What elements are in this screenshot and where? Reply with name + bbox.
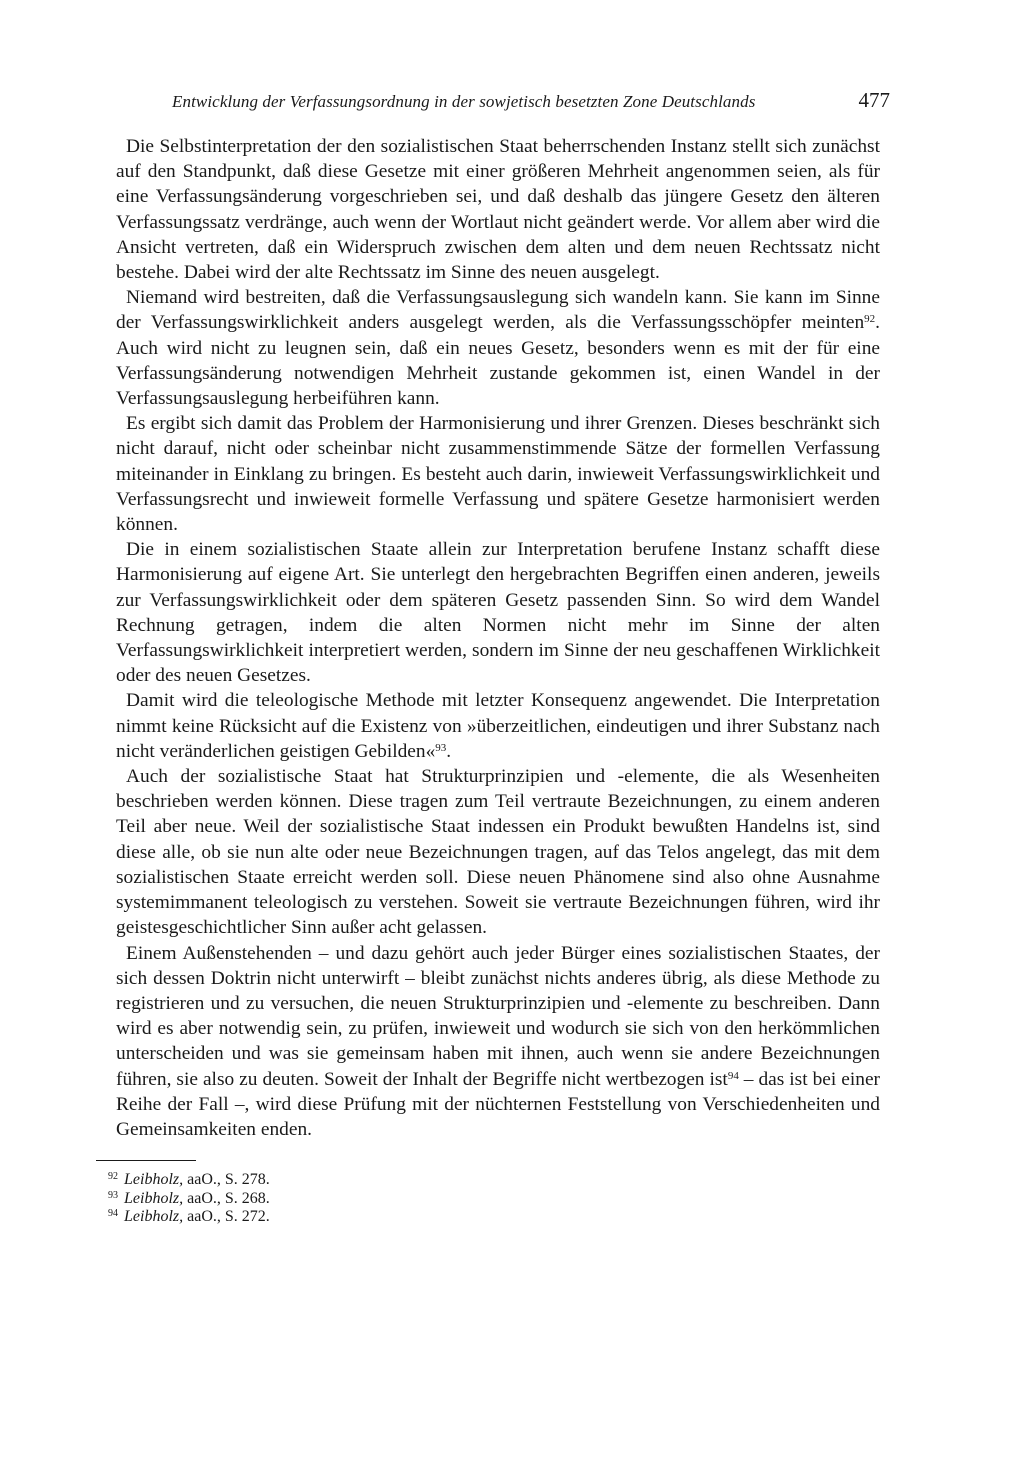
footnote-author: Leibholz, xyxy=(124,1189,184,1207)
paragraph-text: Die Selbstinterpretation der den sozialistischen Staat beherrschenden Instanz stellt sich zunächst auf den Standpunkt, daß diese Gesetze mit einer größeren Mehrheit angenommen seien, als für eine Verfassungsänderung vorgeschrieben sei, und daß deshalb das jüngere Gesetz den älteren Verfassungssatz verdränge, auch wenn der Wortlaut nicht geändert werde. Vor allem aber wird die Ansicht vertreten, daß ein Widerspruch zwischen dem alten und dem neuen Rechtssatz nicht bestehe. Dabei wird der alte Rechtssatz im Sinne des neuen ausgelegt. xyxy=(116,136,880,284)
body-text xyxy=(116,134,880,1142)
footnote-reference: 92 xyxy=(864,313,876,326)
paragraph xyxy=(116,411,880,537)
footnote-citation: aaO., S. 268. xyxy=(183,1189,270,1207)
paragraph-text: Auch der sozialistische Staat hat Strukturprinzipien und -elemente, die als Wesenheiten beschrieben werden können. Diese tragen zum Teil vertraute Bezeichnungen, zu einem anderen Teil aber neue. Weil der sozialistische Staat indessen ein Produkt bewußten Handelns ist, sind diese alle, ob sie nun alte oder neue Bezeichnungen tragen, auf das Telos angelegt, das mit dem sozialistischen Staate erreicht werden soll. Diese neuen Phänomene sind also ohne Ausnahme systemimmanent teleologisch zu verstehen. Soweit sie vertraute Bezeichnungen führen, wird ihr geistesgeschichtlicher Sinn außer acht gelassen. xyxy=(116,766,880,939)
footnote xyxy=(108,1190,880,1209)
paragraph-text: Einem Außenstehenden – und dazu gehört auch jeder Bürger eines sozialistischen Staates, der sich dessen Doktrin nicht unterwirft – bleibt zunächst nichts anderes übrig, als diese Methode zu registrieren und zu versuchen, die neuen Strukturprinzipien und -elemente zu beschreiben. Dann wird es aber notwendig sein, zu prüfen, inwieweit und wodurch sie sich von den herkömmlichen unterscheiden und was sie gemeinsam haben mit ihnen, auch wenn sie andere Bezeichnungen führen, sie also zu deuten. Soweit der Inhalt der Begriffe nicht wertbezogen ist xyxy=(116,942,880,1090)
paragraph-text: . xyxy=(446,740,452,762)
footnote-citation: aaO., S. 278. xyxy=(183,1171,270,1189)
paragraph-text: Niemand wird bestreiten, daß die Verfassungsauslegung sich wandeln kann. Sie kann im Sinne der Verfassungswirklichkeit anders ausgelegt werden, als die Verfassungsschöpfer meinten xyxy=(116,287,880,334)
footnote-citation: aaO., S. 272. xyxy=(183,1208,270,1226)
running-title: Entwicklung der Verfassungsordnung in der sowjetisch besetzten Zone Deutschlands xyxy=(172,92,756,111)
page xyxy=(108,88,890,1227)
footnote-reference: 93 xyxy=(435,741,447,754)
footnote-number: 92 xyxy=(108,1171,118,1183)
paragraph xyxy=(116,537,880,688)
footnote-number: 94 xyxy=(108,1208,118,1220)
paragraph-text: – das ist bei einer Reihe der Fall –, wird diese Prüfung mit der nüchternen Feststellung von Verschiedenheiten und Gemeinsamkeiten enden. xyxy=(116,1068,881,1140)
footnote xyxy=(108,1171,880,1190)
paragraph-text: Es ergibt sich damit das Problem der Harmonisierung und ihrer Grenzen. Dieses beschränkt sich nicht darauf, nicht oder scheinbar nicht zusammenstimmende Sätze der formellen Verfassung miteinander in Einklang zu bringen. Es besteht auch darin, inwieweit Verfassungswirklichkeit und Verfassungsrecht und inwieweit formelle Verfassung und spätere Gesetze harmonisiert werden können. xyxy=(116,413,880,536)
paragraph xyxy=(116,941,880,1143)
footnote-author: Leibholz, xyxy=(124,1171,184,1189)
paragraph xyxy=(116,764,880,940)
paragraph xyxy=(116,134,880,285)
paragraph-text: . Auch wird nicht zu leugnen sein, daß ein neues Gesetz, besonders wenn es mit der für eine Verfassungsänderung notwendigen Mehrheit zustande gekommen ist, einen Wandel in der Verfassungsauslegung herbeiführen kann. xyxy=(116,312,880,410)
footnote-reference: 94 xyxy=(727,1069,739,1082)
paragraph xyxy=(116,285,880,411)
paragraph-text: Die in einem sozialistischen Staate allein zur Interpretation berufene Instanz schafft diese Harmonisierung auf eigene Art. Sie unterlegt den hergebrachten Begriffen einen anderen, jeweils zur Verfassungswirklichkeit oder dem späteren Gesetz passenden Sinn. So wird dem Wandel Rechnung getragen, indem die alten Normen nicht mehr im Sinne der alten Verfassungswirklichkeit interpretiert werden, sondern im Sinne der neu geschaffenen Wirklichkeit oder des neuen Gesetzes. xyxy=(116,539,880,687)
page-number: 477 xyxy=(858,88,890,112)
paragraph-text: Damit wird die teleologische Methode mit letzter Konsequenz angewendet. Die Interpretation nimmt keine Rücksicht auf die Existenz von »überzeitlichen, eindeutigen und ihrer Substanz nach nicht veränderlichen geistigen Gebilden« xyxy=(116,690,880,762)
footnote xyxy=(108,1208,880,1227)
paragraph xyxy=(116,688,880,764)
footnote-number: 93 xyxy=(108,1189,118,1201)
footnote-author: Leibholz, xyxy=(124,1208,184,1226)
running-head xyxy=(116,88,890,130)
footnote-divider xyxy=(96,1160,196,1161)
footnotes xyxy=(108,1171,880,1227)
